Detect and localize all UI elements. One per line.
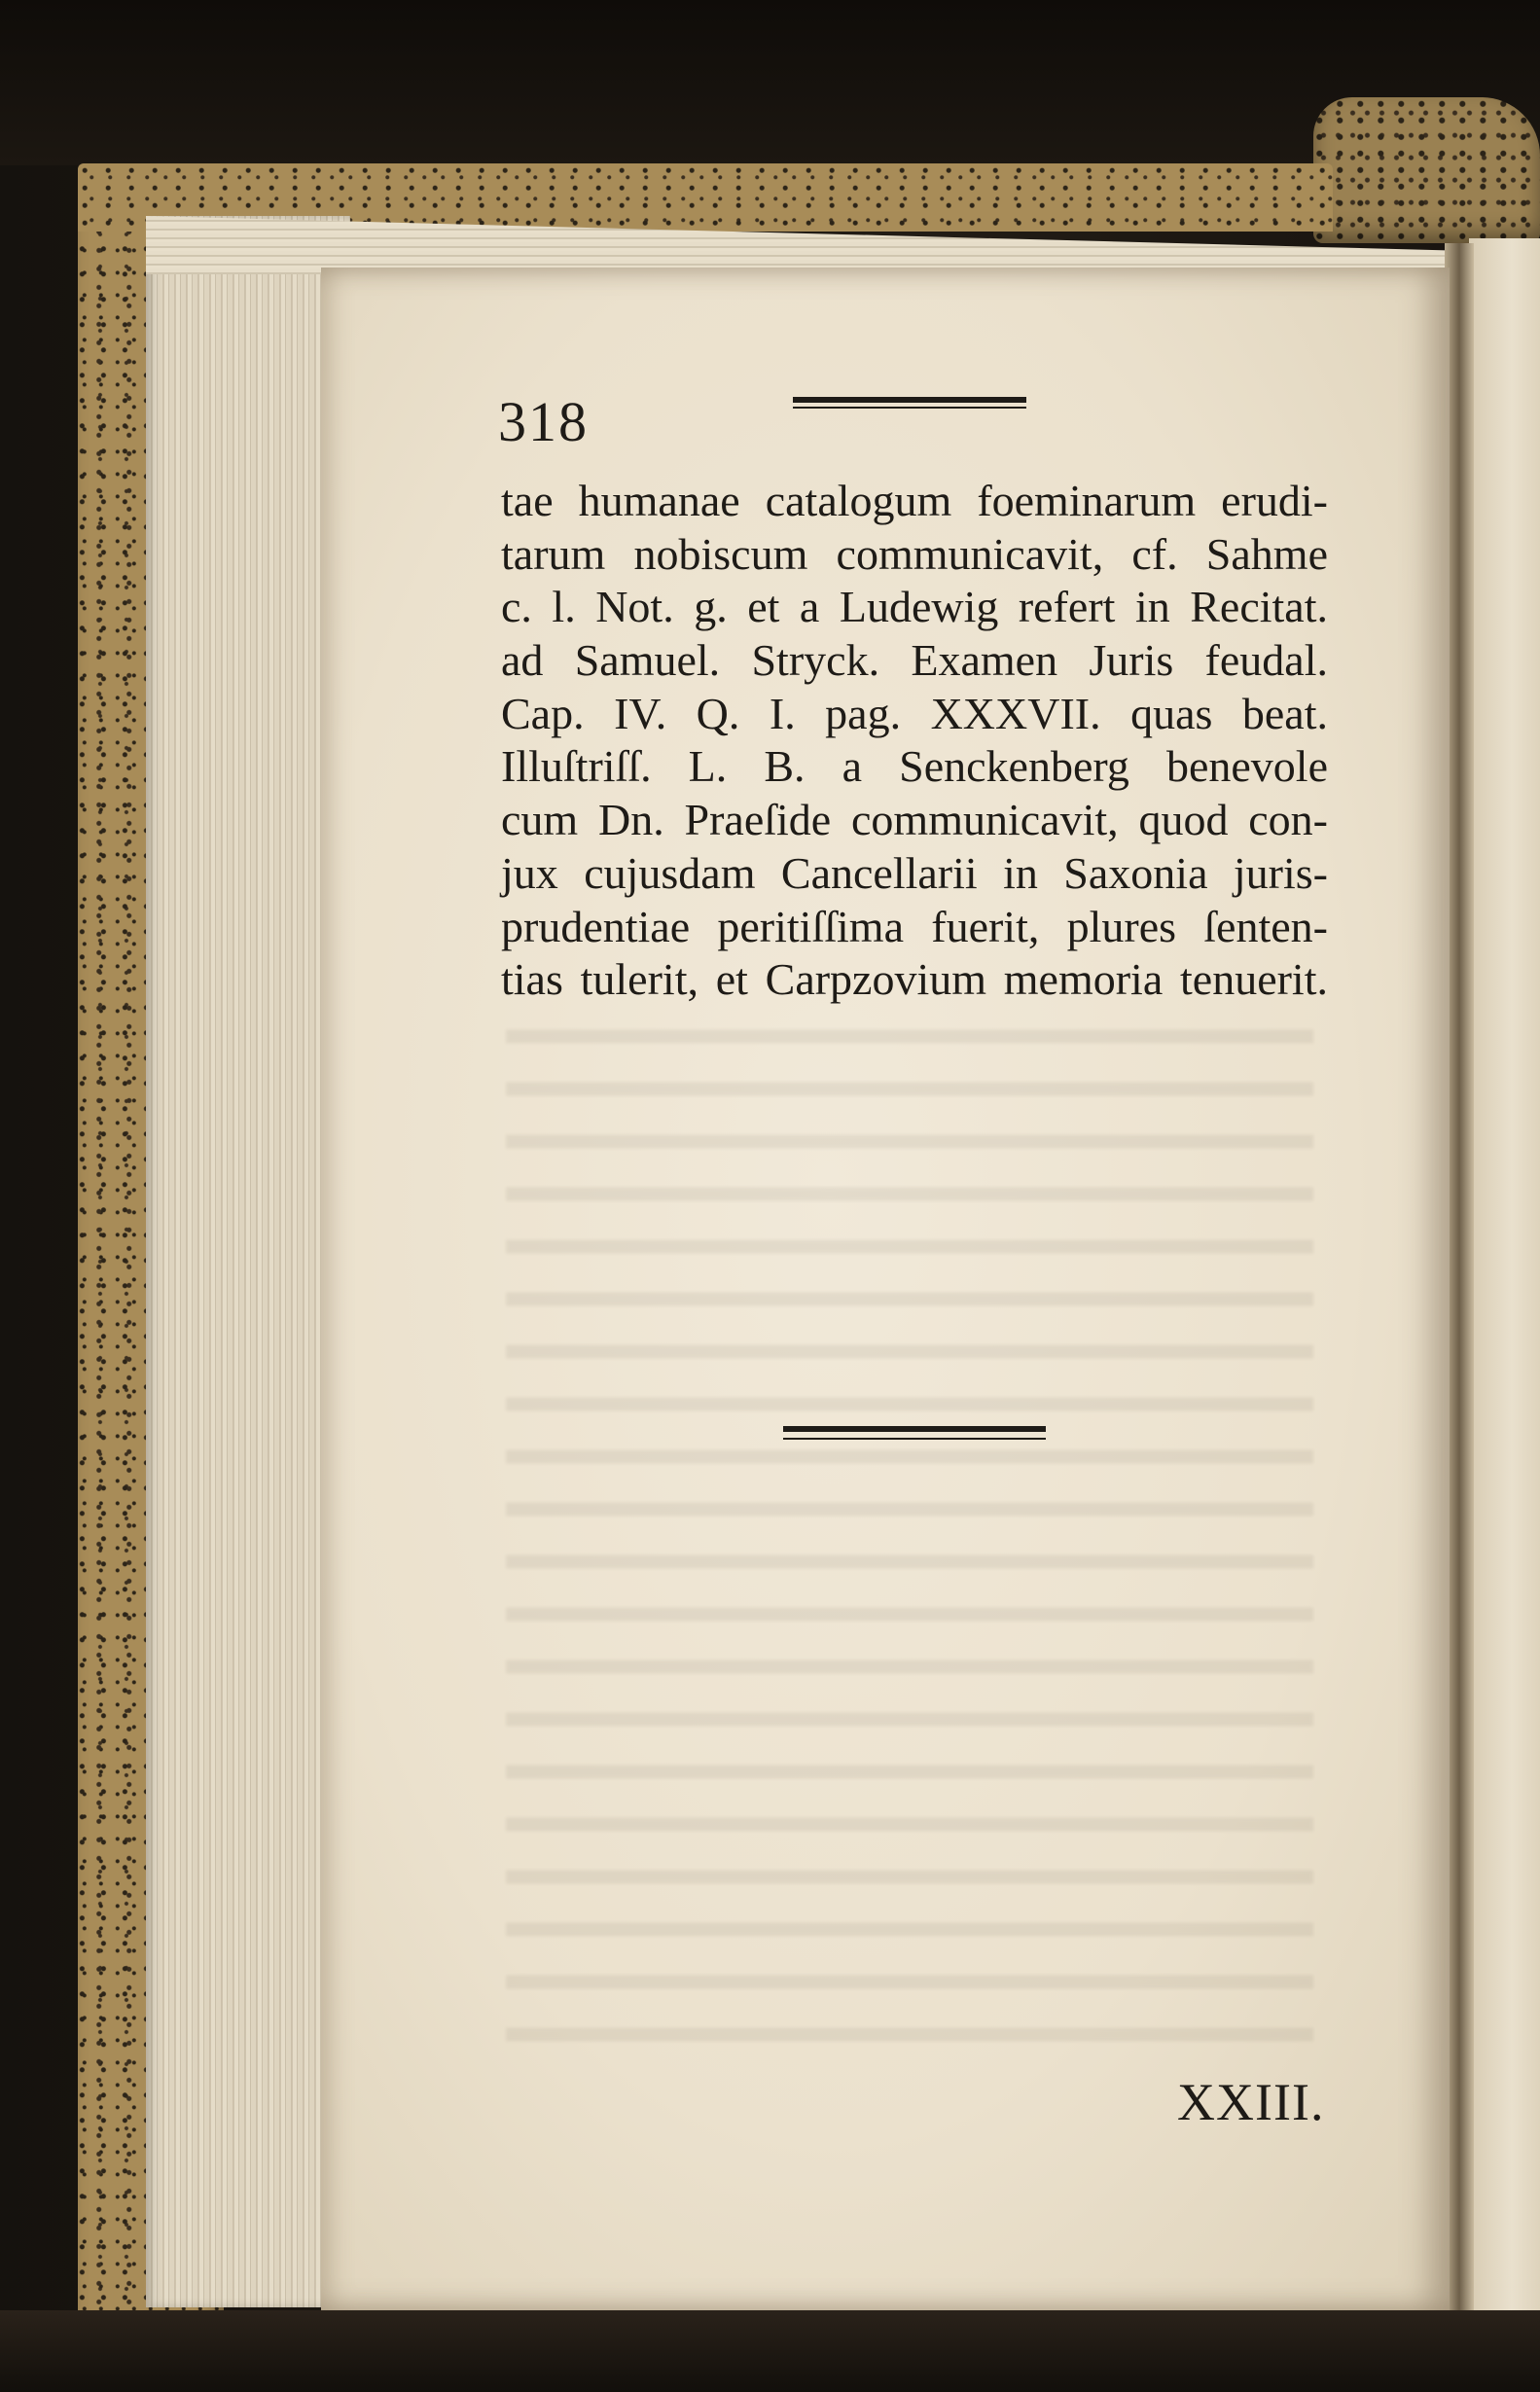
- facing-page: [1469, 238, 1540, 2392]
- header-rule-thin: [793, 407, 1026, 409]
- section-rule: [783, 1426, 1046, 1432]
- text-line: Illuſtriſſ. L. B. a Senckenberg benevole: [501, 741, 1328, 792]
- section-rule-thin: [783, 1438, 1046, 1440]
- page-stack: [146, 216, 350, 2307]
- text-line: jux cujusdam Cancellarii in Saxonia juris-: [501, 847, 1328, 898]
- page-number: 318: [498, 390, 589, 453]
- book-headband: [1313, 97, 1540, 243]
- header-rule: [793, 397, 1026, 403]
- background-surface-bottom: [0, 2310, 1540, 2392]
- body-text: [501, 475, 1328, 1007]
- catchword: XXIII.: [1177, 2073, 1325, 2131]
- text-line: tarum nobiscum communicavit, cf. Sahme: [501, 528, 1328, 579]
- text-line: Cap. IV. Q. I. pag. XXXVII. quas beat.: [501, 688, 1328, 738]
- text-line: ad Samuel. Stryck. Examen Juris feudal.: [501, 635, 1328, 686]
- text-line: tae humanae catalogum foeminarum erudi-: [501, 476, 1328, 525]
- show-through-text: [506, 1002, 1313, 2053]
- background-surface: [0, 0, 1540, 165]
- text-line: cum Dn. Praeſide communicavit, quod con-: [501, 795, 1328, 845]
- text-line: prudentiae peritiſſima fuerit, plures ſenten-: [501, 901, 1328, 951]
- text-line: c. l. Not. g. et a Ludewig refert in Recitat.: [501, 582, 1328, 632]
- text-line: tias tulerit, et Carpzovium memoria tenuerit.: [501, 954, 1328, 1005]
